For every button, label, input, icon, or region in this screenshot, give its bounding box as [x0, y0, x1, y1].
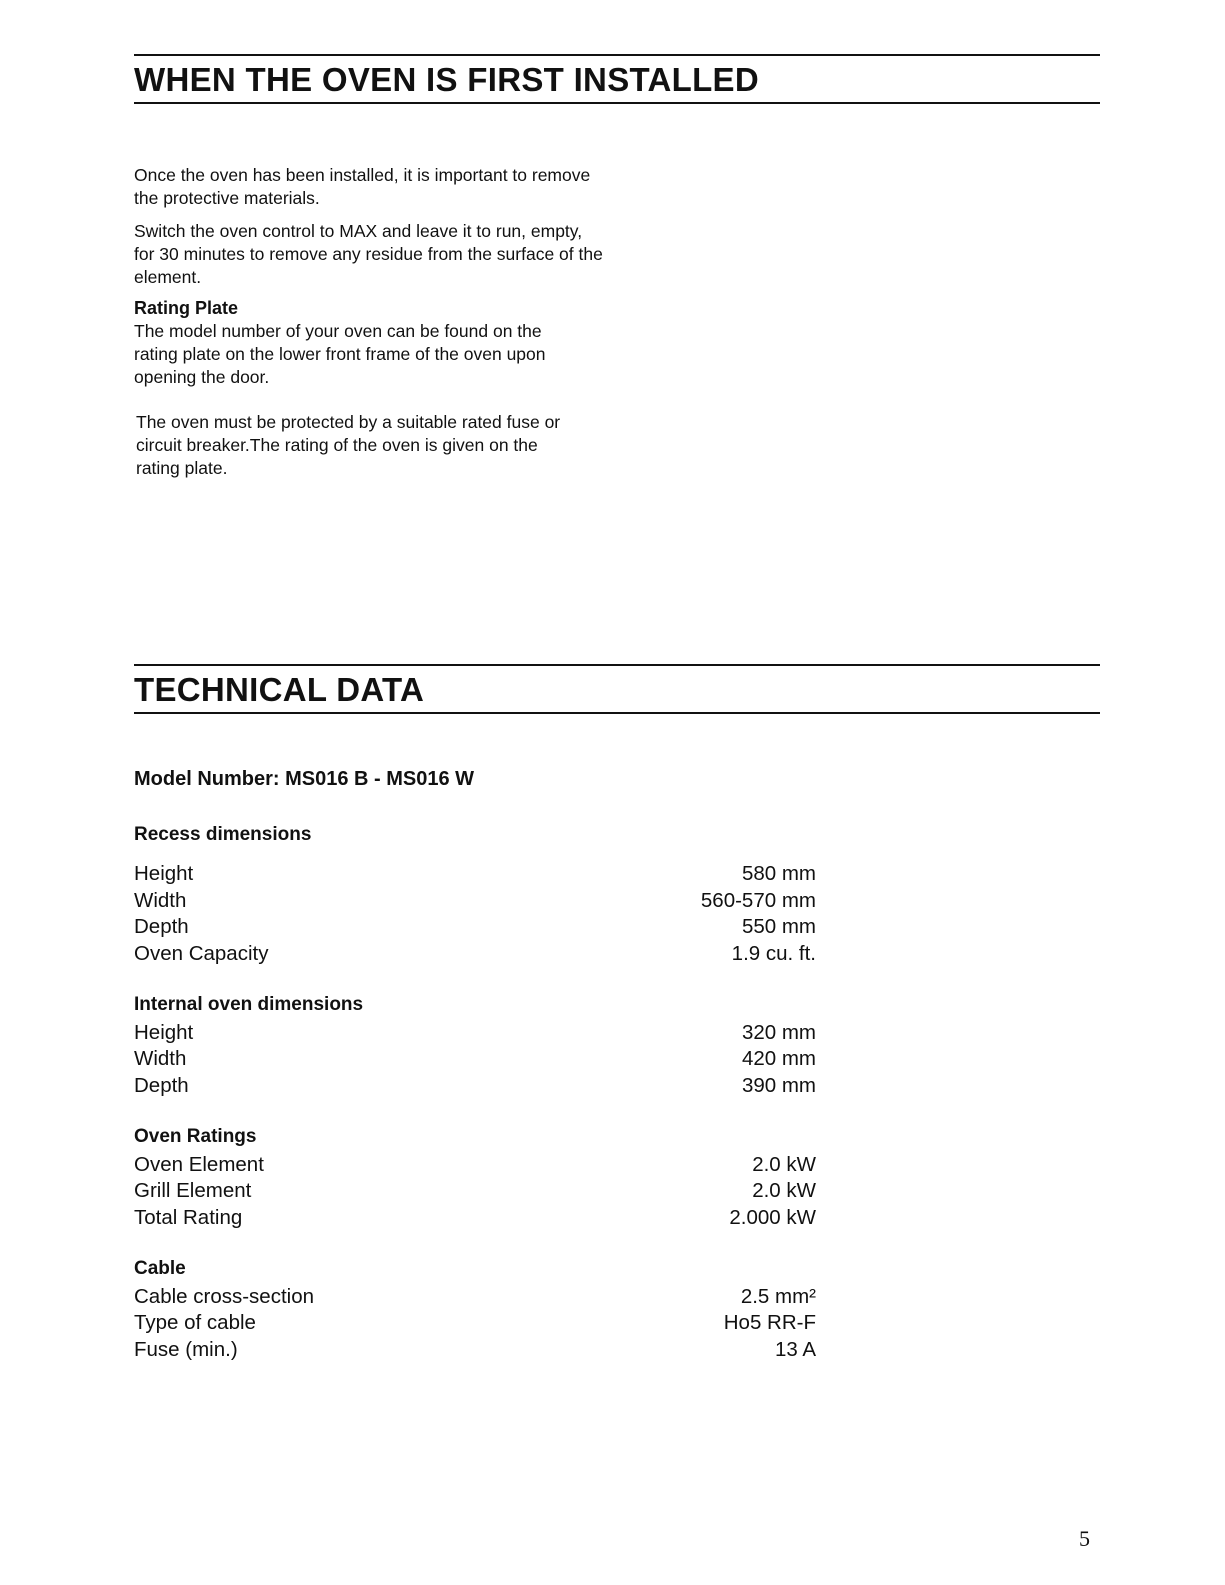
- ratings-row: [134, 1151, 816, 1178]
- row-value: 2.0 kW: [752, 1179, 816, 1202]
- fuse-text: The oven must be protected by a suitable rated fuse or circuit breaker.The rating of the oven is given on the rating plate.: [136, 412, 561, 478]
- cable-row: [134, 1309, 816, 1336]
- technical-title: TECHNICAL DATA: [134, 671, 425, 708]
- ratings-row: [134, 1177, 816, 1204]
- tech-rule-upper: [134, 664, 1100, 666]
- ratings-row: [134, 1204, 816, 1231]
- model-number: Model Number: MS016 B - MS016 W: [134, 768, 475, 790]
- cable-row: [134, 1283, 816, 1310]
- internal-heading: Internal oven dimensions: [134, 994, 364, 1015]
- installed-paragraph-2: Switch the oven control to MAX and leave it to run, empty, for 30 minutes to remove any residue from the surface of the element.: [134, 221, 603, 287]
- row-value: 320 mm: [741, 1021, 816, 1044]
- row-label: Oven Element: [134, 1153, 264, 1176]
- row-label: Width: [134, 1047, 187, 1070]
- installed-paragraph-1: Once the oven has been installed, it is important to remove the protective materials.: [134, 165, 591, 208]
- installed-title: WHEN THE OVEN IS FIRST INSTALLED: [134, 61, 759, 98]
- ratings-heading: Oven Ratings: [134, 1126, 257, 1147]
- row-label: Fuse (min.): [134, 1338, 238, 1361]
- row-label: Cable cross-section: [134, 1285, 315, 1308]
- row-value: 2.0 kW: [752, 1153, 816, 1176]
- row-label: Type of cable: [134, 1311, 256, 1334]
- internal-row: [134, 1045, 816, 1072]
- row-value: Ho5 RR-F: [723, 1311, 816, 1334]
- row-value: 2.5 mm²: [740, 1285, 816, 1308]
- cable-row: [134, 1336, 816, 1363]
- row-label: Oven Capacity: [134, 942, 269, 965]
- row-label: Width: [134, 889, 187, 912]
- row-value: 550 mm: [741, 915, 816, 938]
- row-value: 580 mm: [741, 862, 816, 885]
- recess-heading: Recess dimensions: [134, 824, 312, 845]
- top-rule-upper: [134, 54, 1100, 56]
- rating-plate-text: The model number of your oven can be found on the rating plate on the lower front frame of the oven upon opening the door.: [134, 321, 546, 387]
- row-label: Depth: [134, 1074, 189, 1097]
- row-value: 390 mm: [741, 1074, 816, 1097]
- page-number: 5: [1079, 1526, 1090, 1551]
- row-value: 2.000 kW: [729, 1206, 816, 1229]
- row-value: 13 A: [774, 1338, 816, 1361]
- internal-row: [134, 1019, 816, 1046]
- recess-row: [134, 913, 816, 940]
- row-value: 420 mm: [741, 1047, 816, 1070]
- row-label: Grill Element: [134, 1179, 252, 1202]
- top-rule-lower: [134, 102, 1100, 104]
- row-label: Height: [134, 862, 194, 885]
- row-label: Total Rating: [134, 1206, 243, 1229]
- internal-row: [134, 1072, 816, 1099]
- row-label: Height: [134, 1021, 194, 1044]
- cable-heading: Cable: [134, 1258, 186, 1279]
- tech-rule-lower: [134, 712, 1100, 714]
- rating-plate-heading: Rating Plate: [134, 298, 239, 318]
- row-label: Depth: [134, 915, 189, 938]
- row-value: 1.9 cu. ft.: [731, 942, 816, 965]
- row-value: 560-570 mm: [700, 889, 816, 912]
- recess-row: [134, 860, 816, 887]
- recess-row: [134, 887, 816, 914]
- recess-row: [134, 940, 816, 967]
